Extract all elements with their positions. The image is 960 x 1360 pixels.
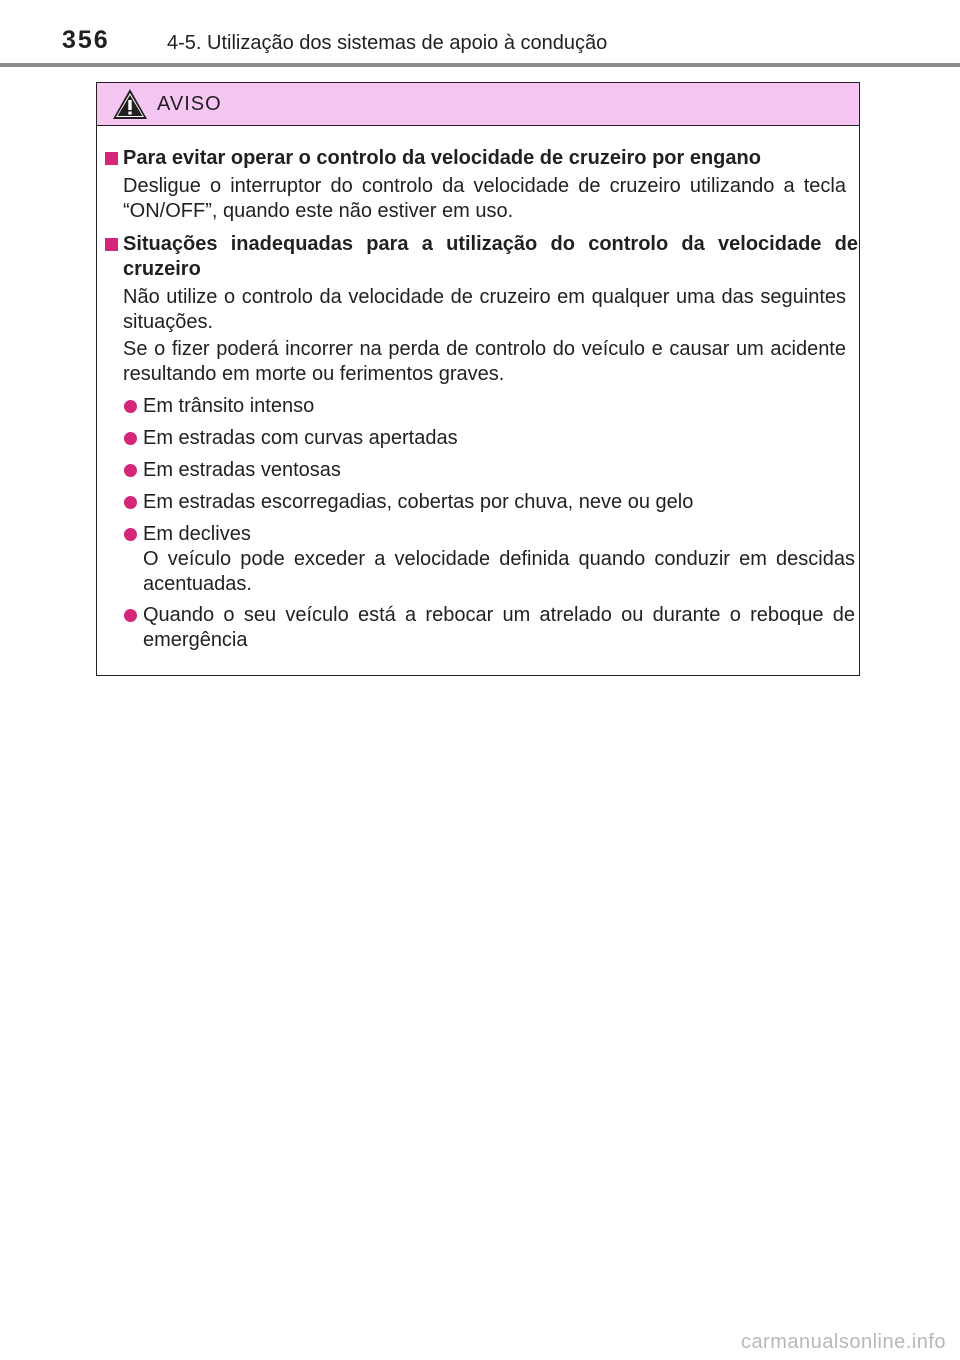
section-heading: Situações inadequadas para a utilização do controlo da velocidade de cruzeiro (123, 232, 858, 282)
dot-marker (124, 609, 137, 622)
dot-marker (124, 464, 137, 477)
list-item: Em estradas ventosas (143, 458, 855, 483)
warning-label: AVISO (157, 93, 222, 115)
section-text: Se o fizer poderá incorrer na perda de controlo do veículo e causar um acidente resultando em morte ou ferimentos graves. (123, 338, 846, 385)
watermark: carmanualsonline.info (740, 1331, 946, 1353)
list-item: Quando o seu veículo está a rebocar um atrelado ou durante o reboque de emergência (143, 603, 855, 653)
list-item: Em estradas com curvas apertadas (143, 426, 855, 451)
warning-box (96, 82, 860, 676)
page-header-title: 4-5. Utilização dos sistemas de apoio à condução (167, 32, 608, 54)
section-text: Desligue o interruptor do controlo da velocidade de cruzeiro utilizando a tecla “ON/OFF”, quando este não estiver em uso. (123, 175, 846, 222)
list-item: Em declives O veículo pode exceder a velocidade definida quando conduzir em descidas acentuadas. (143, 522, 855, 597)
section-text: Não utilize o controlo da velocidade de cruzeiro em qualquer uma das seguintes situações. (123, 286, 846, 333)
dot-marker (124, 496, 137, 509)
warning-header (97, 83, 859, 126)
dot-marker (124, 432, 137, 445)
page-number: 356 (62, 26, 110, 54)
section-heading: Para evitar operar o controlo da velocidade de cruzeiro por engano (123, 146, 858, 171)
list-item: Em trânsito intenso (143, 394, 855, 419)
list-item: Em estradas escorregadias, cobertas por chuva, neve ou gelo (143, 490, 855, 515)
square-marker (105, 238, 118, 251)
dot-marker (124, 400, 137, 413)
dot-marker (124, 528, 137, 541)
warning-triangle-icon (112, 88, 148, 120)
header-rule (0, 63, 960, 67)
square-marker (105, 152, 118, 165)
